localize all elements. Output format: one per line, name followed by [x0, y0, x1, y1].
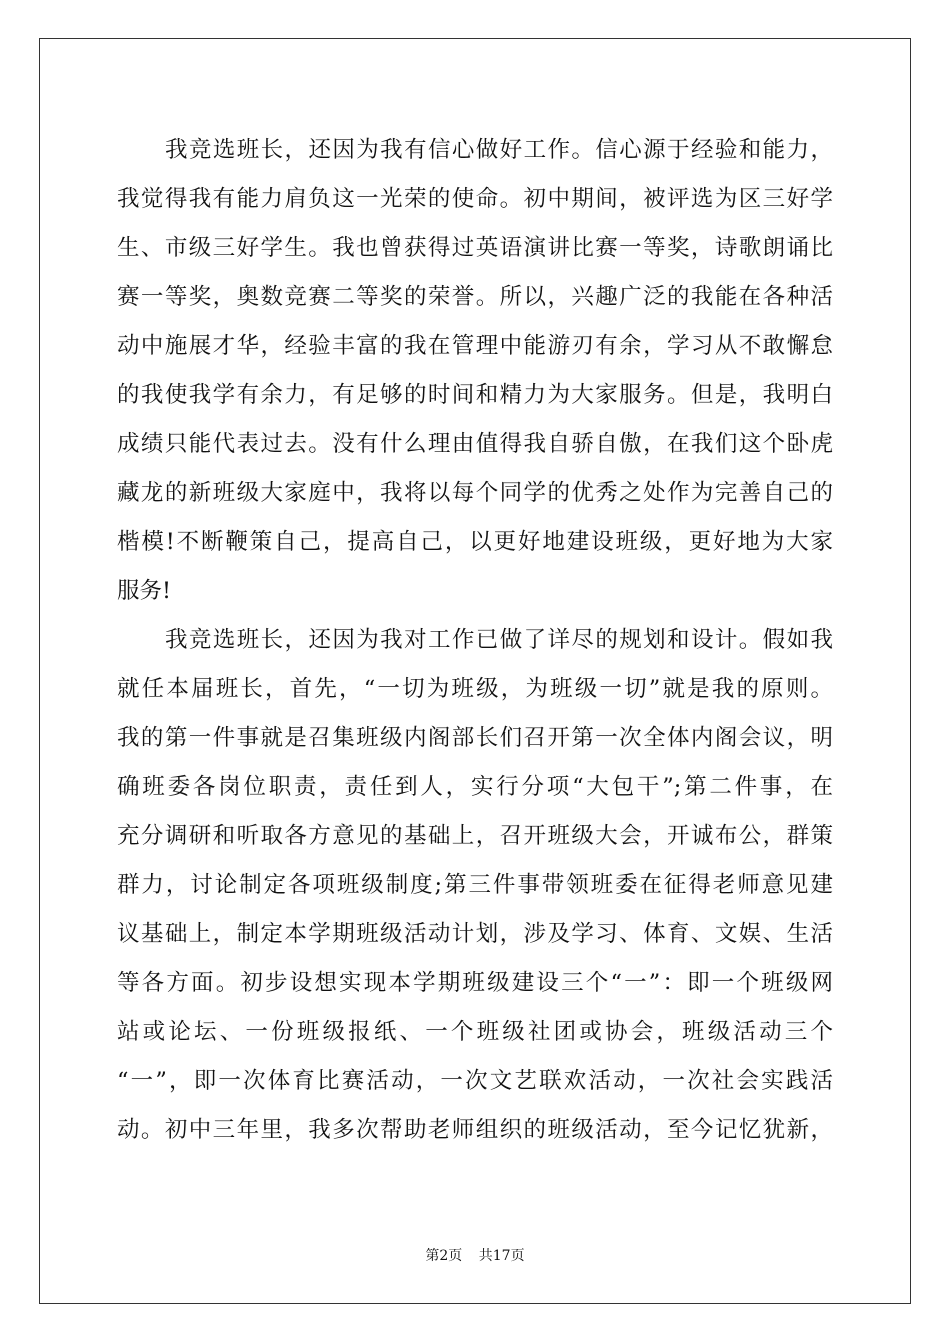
- paragraph-2-line-3: 我的第一件事就是召集班级内阁部长们召开第一次全体内阁会议，明: [117, 725, 833, 751]
- page-total: 共17页: [478, 1248, 525, 1264]
- paragraph-1-line-2: 我觉得我有能力肩负这一光荣的使命。初中期间，被评选为区三好学: [117, 186, 833, 212]
- paragraph-1-line-3: 生、市级三好学生。我也曾获得过英语演讲比赛一等奖，诗歌朗诵比: [117, 235, 833, 261]
- paragraph-2-line-2: 就任本届班长，首先，“一切为班级，为班级一切”就是我的原则。: [117, 676, 833, 702]
- paragraph-2-line-10: “一”，即一次体育比赛活动，一次文艺联欢活动，一次社会实践活: [117, 1068, 833, 1094]
- paragraph-1-line-7: 成绩只能代表过去。没有什么理由值得我自骄自傲，在我们这个卧虎: [117, 431, 833, 457]
- paragraph-2-line-7: 议基础上，制定本学期班级活动计划，涉及学习、体育、文娱、生活: [117, 921, 833, 947]
- page-number: 第2页: [425, 1248, 463, 1264]
- paragraph-1-line-4: 赛一等奖，奥数竞赛二等奖的荣誉。所以，兴趣广泛的我能在各种活: [117, 284, 833, 310]
- paragraph-2-line-1: 我竞选班长，还因为我对工作已做了详尽的规划和设计。假如我: [165, 627, 833, 653]
- paragraph-1-line-1: 我竞选班长，还因为我有信心做好工作。信心源于经验和能力，: [165, 137, 833, 163]
- paragraph-2-line-9: 站或论坛、一份班级报纸、一个班级社团或协会，班级活动三个: [117, 1019, 833, 1045]
- page-footer: [0, 1246, 950, 1266]
- paragraph-2-line-11: 动。初中三年里，我多次帮助老师组织的班级活动，至今记忆犹新，: [117, 1117, 833, 1143]
- paragraph-1-line-8: 藏龙的新班级大家庭中，我将以每个同学的优秀之处作为完善自己的: [117, 480, 833, 506]
- paragraph-1-line-10: 服务!: [117, 578, 172, 604]
- paragraph-2-line-8: 等各方面。初步设想实现本学期班级建设三个“一”：即一个班级网: [117, 970, 833, 996]
- paragraph-2-line-5: 充分调研和听取各方意见的基础上，召开班级大会，开诚布公，群策: [117, 823, 833, 849]
- paragraph-2-line-6: 群力，讨论制定各项班级制度;第三件事带领班委在征得老师意见建: [117, 872, 833, 898]
- paragraph-1-line-9: 楷模!不断鞭策自己，提高自己，以更好地建设班级，更好地为大家: [117, 529, 833, 555]
- paragraph-1-line-5: 动中施展才华，经验丰富的我在管理中能游刃有余，学习从不敢懈怠: [117, 333, 833, 359]
- paragraph-2-line-4: 确班委各岗位职责，责任到人，实行分项“大包干”;第二件事，在: [117, 774, 833, 800]
- paragraph-1-line-6: 的我使我学有余力，有足够的时间和精力为大家服务。但是，我明白: [117, 382, 833, 408]
